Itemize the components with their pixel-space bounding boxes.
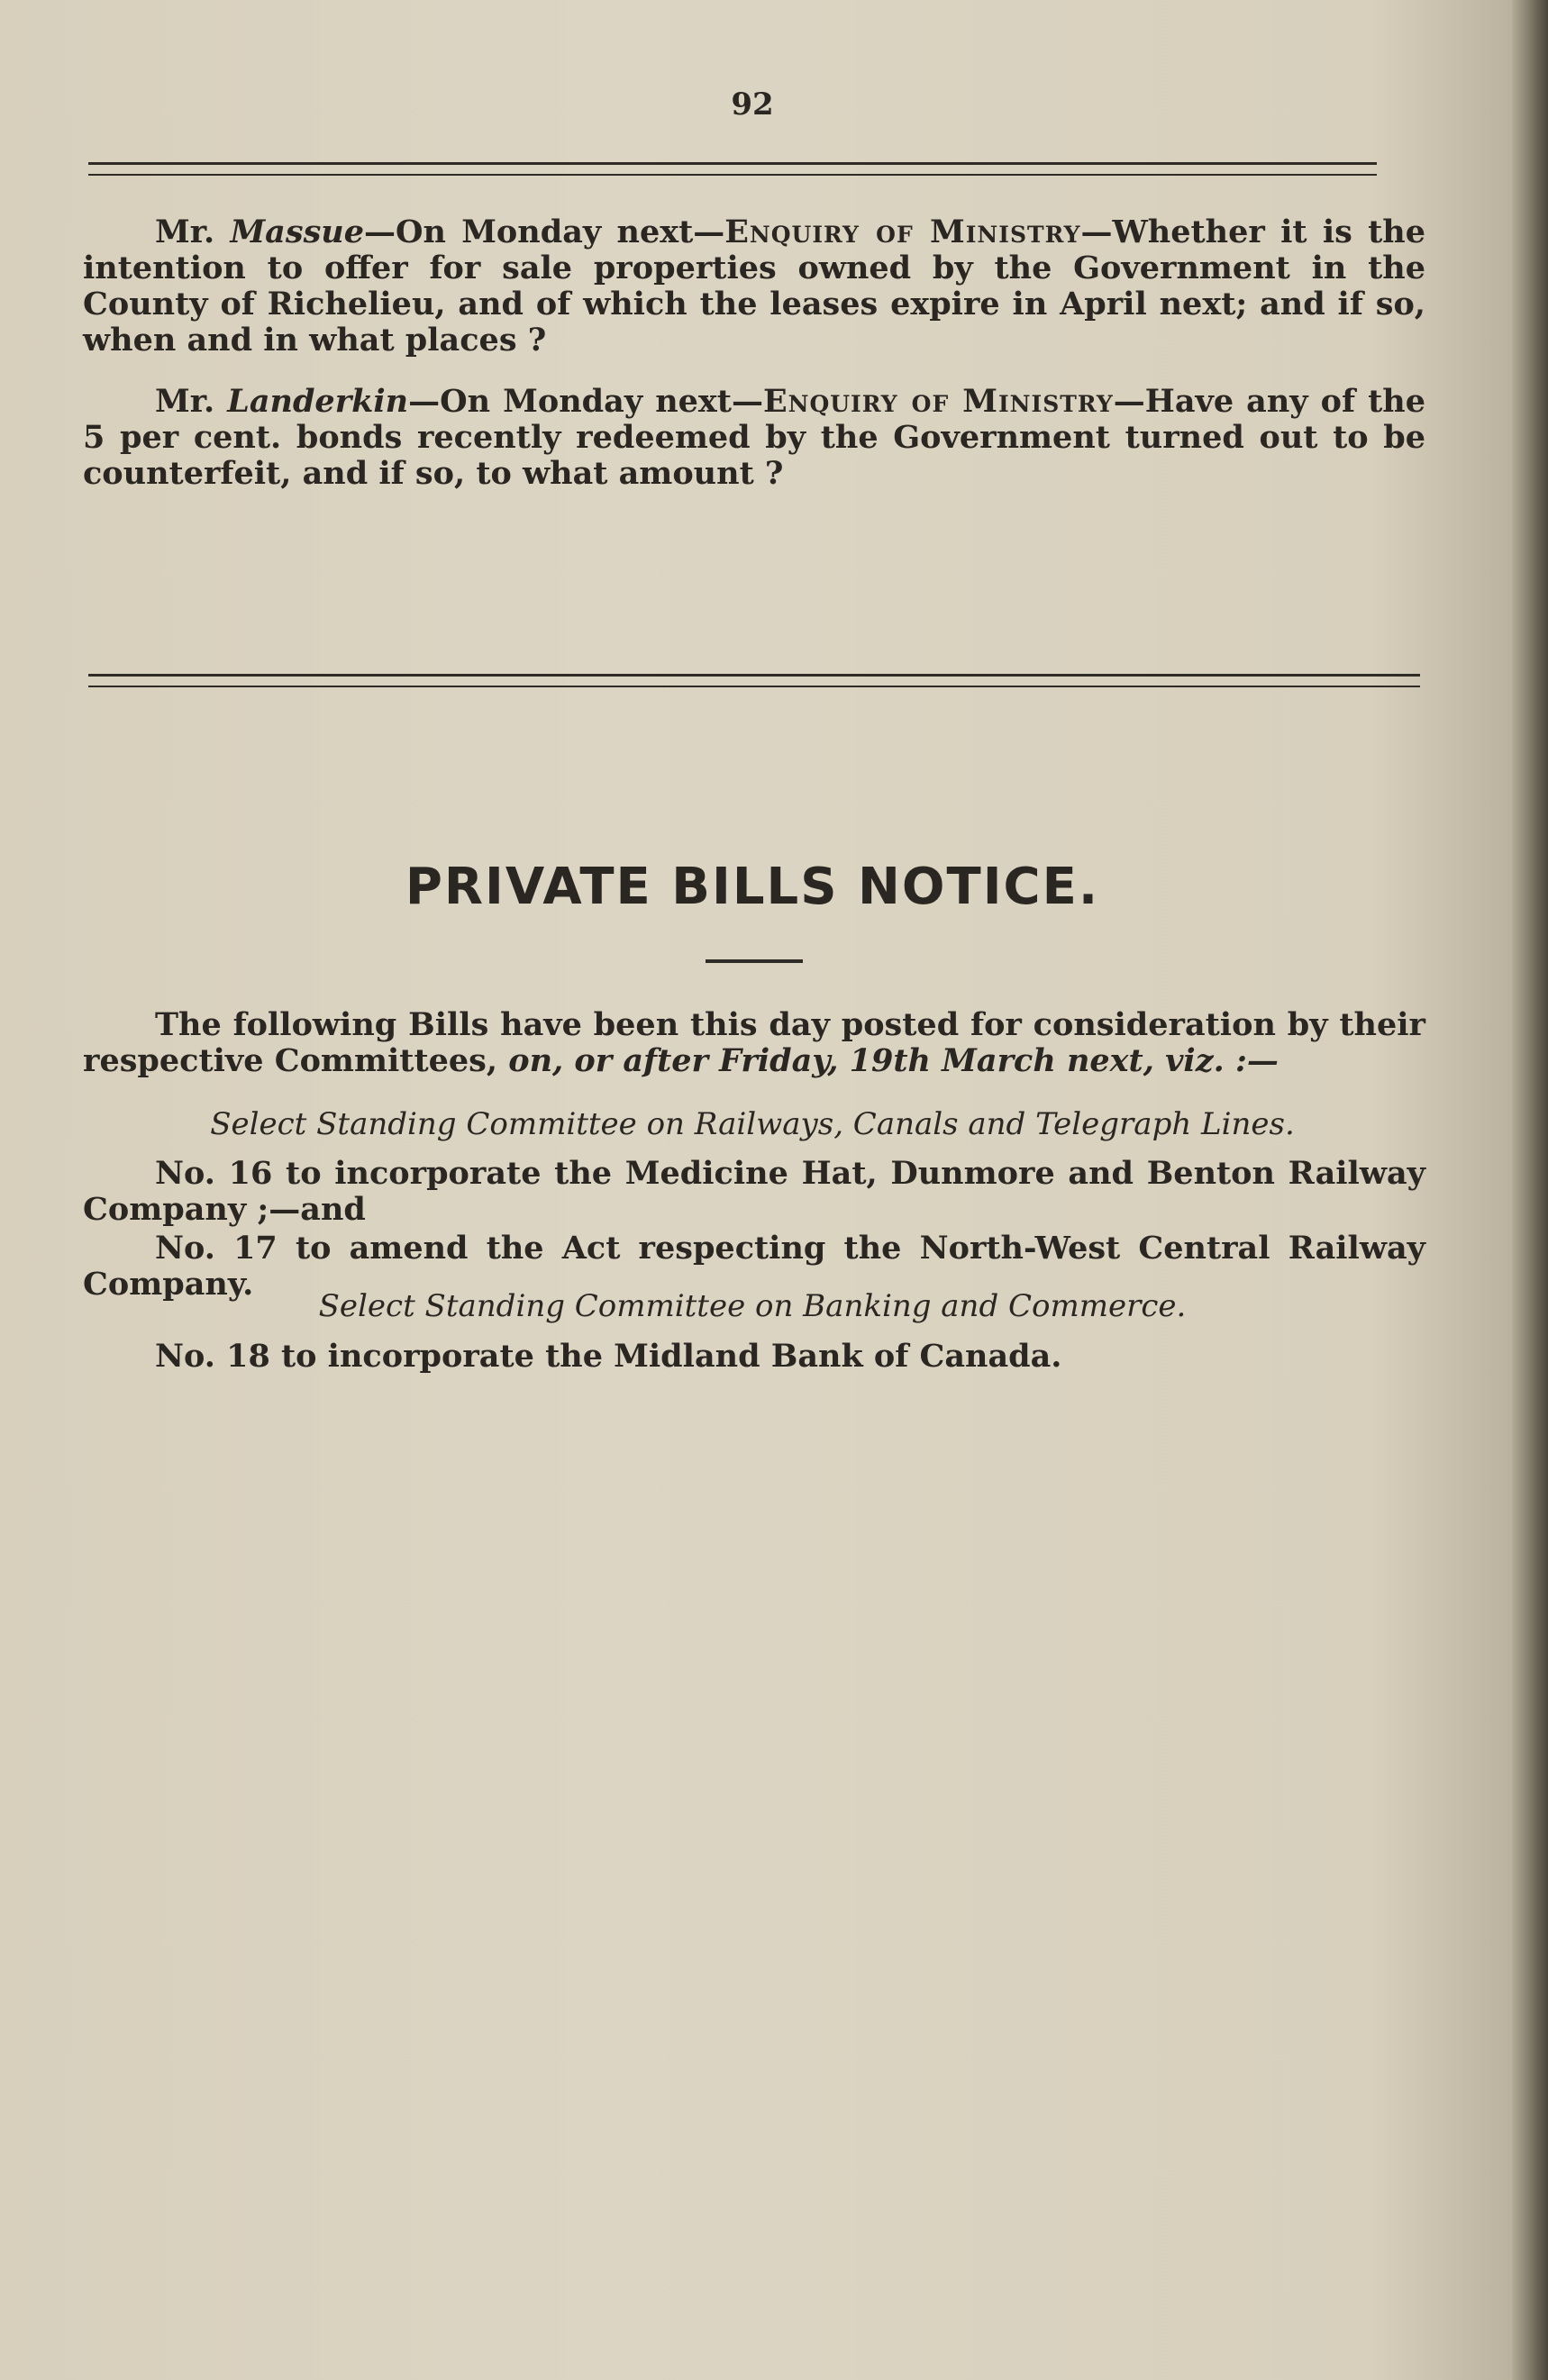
intro-date: on, or after Friday, 19th March next, viz. :— xyxy=(508,1042,1279,1079)
bill-item xyxy=(83,1156,1425,1228)
bill-text: No. 17 to amend the Act respecting the North-West Central Railway Company. xyxy=(83,1230,1425,1303)
notice-landerkin xyxy=(83,384,1425,492)
notice-when: —On Monday next— xyxy=(408,383,763,420)
notice-member: Mr. xyxy=(155,213,215,250)
intro-paragraph xyxy=(83,1007,1425,1079)
bill-text: No. 16 to incorporate the Medicine Hat, Dunmore and Benton Railway Company ;—and xyxy=(83,1155,1425,1228)
bill-text: No. 18 to incorporate the Midland Bank of Canada. xyxy=(155,1338,1062,1375)
notice-when: —On Monday next— xyxy=(363,213,725,250)
top-double-rule xyxy=(88,162,1377,176)
notice-name: Massue xyxy=(230,213,364,250)
notice-kind: Enquiry of Ministry xyxy=(724,213,1081,250)
committee-heading-banking: Select Standing Committee on Banking and Commerce. xyxy=(318,1288,1187,1324)
bill-item xyxy=(83,1339,1425,1375)
notice-massue xyxy=(83,214,1425,359)
notice-name: Landerkin xyxy=(227,383,409,420)
intro-text: The following Bills have been this day posted for consideration by their respective Committees, xyxy=(83,1006,1425,1079)
notice-text: —Whether it is the intention to offer for sale properties owned by the Government in the County of Richelieu, and of which the leases expire in April next; and if so, when and in what places ? xyxy=(83,213,1425,359)
notice-member: Mr. xyxy=(155,383,215,420)
title-short-rule xyxy=(706,959,803,963)
page-number: 92 xyxy=(731,86,774,123)
notice-text: —Have any of the 5 per cent. bonds recently redeemed by the Government turned out to be counterfeit, and if so, to what amount ? xyxy=(83,383,1426,492)
book-spine-edge xyxy=(1512,0,1548,2380)
section-double-rule xyxy=(88,674,1420,687)
section-title: PRIVATE BILLS NOTICE. xyxy=(405,858,1100,916)
notice-kind: Enquiry of Ministry xyxy=(762,383,1114,420)
committee-heading-railways: Select Standing Committee on Railways, Canals and Telegraph Lines. xyxy=(210,1106,1295,1142)
